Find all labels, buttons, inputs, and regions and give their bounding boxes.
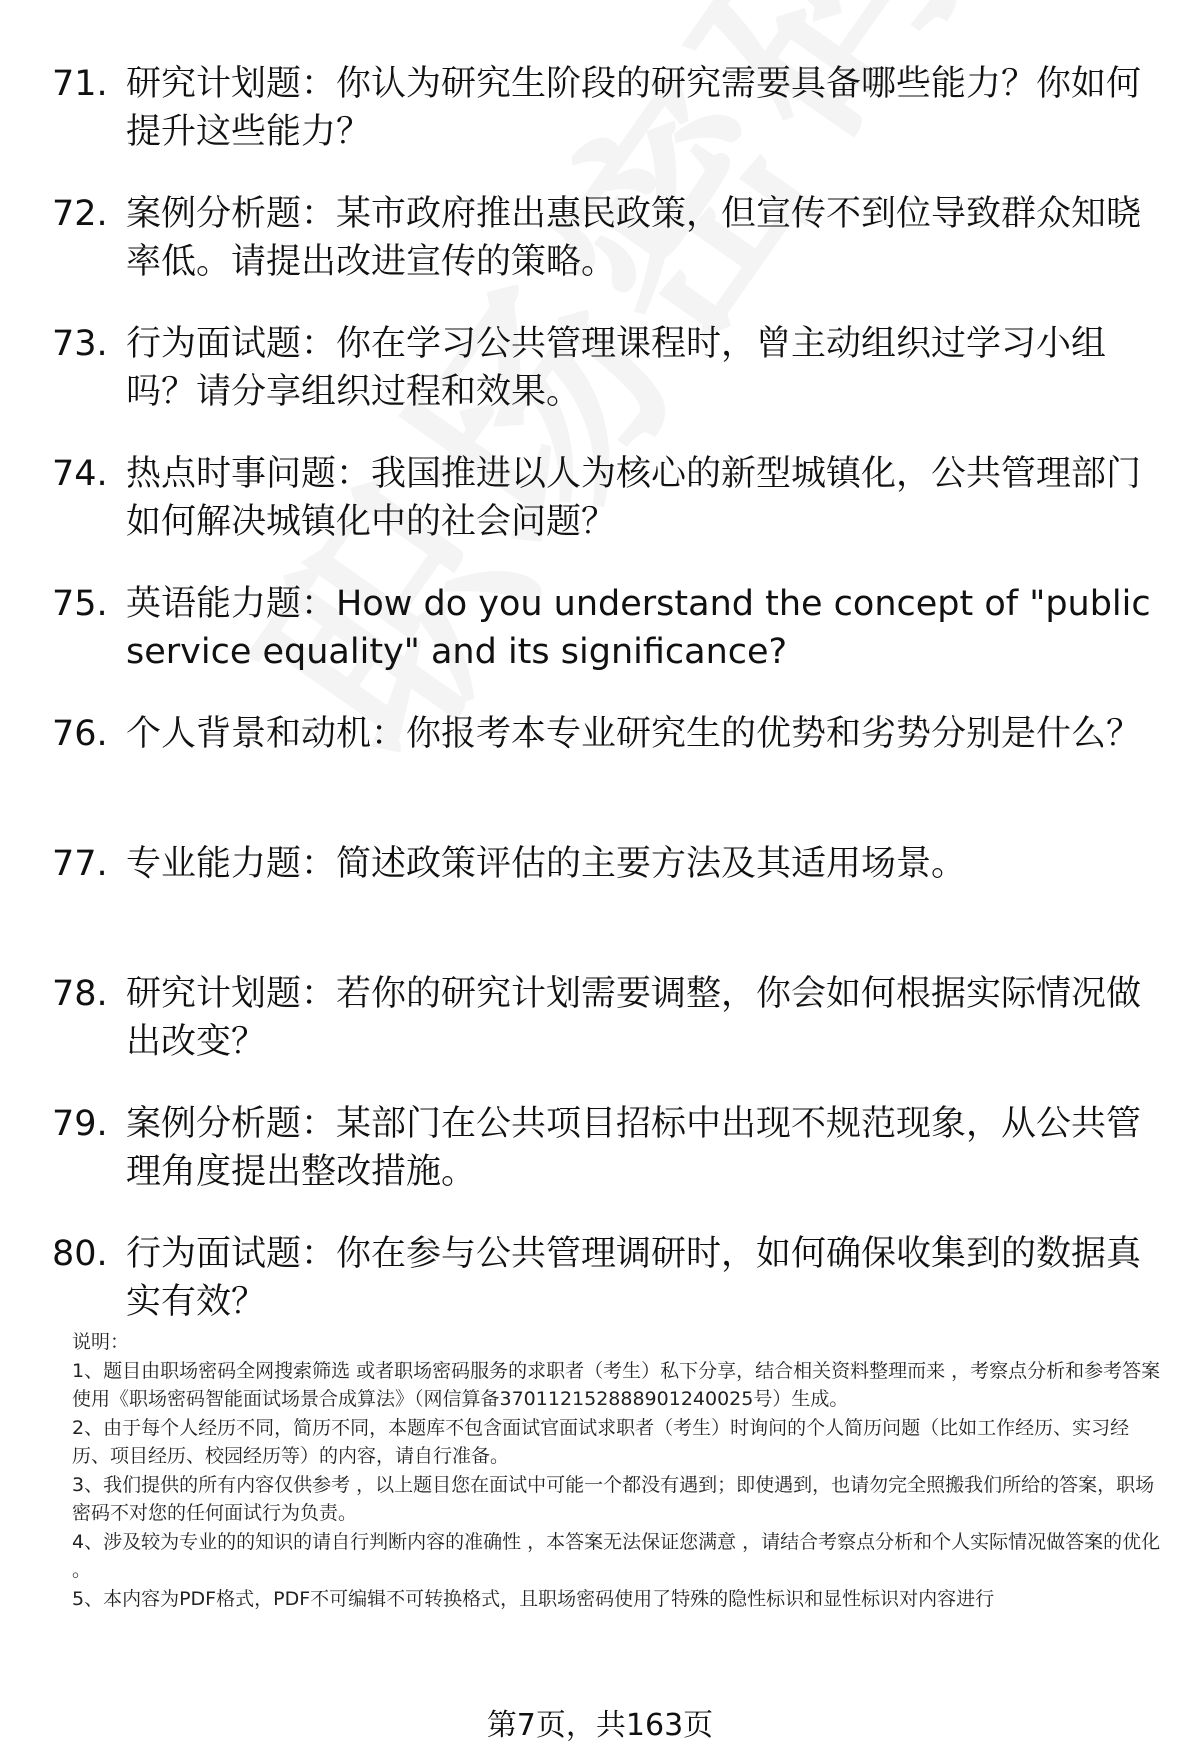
notes-title: 说明： [72,1331,130,1353]
question-text: 案例分析题：某市政府推出惠民政策，但宣传不到位导致群众知晓率低。请提出改进宣传的策略。 [126,194,1142,282]
note-item: 4、涉及较为专业的的知识的请自行判断内容的准确性 ，本答案无法保证您满意 ，请结合考察点分析和个人实际情况做答案的优化 。 [72,1530,1161,1581]
question-item [52,710,1162,840]
question-item [52,1100,1162,1230]
page-number: 第7页，共163页 [486,1708,714,1743]
question-number: 79. [52,1104,108,1144]
question-number: 72. [52,194,108,234]
question-text: 专业能力题：简述政策评估的主要方法及其适用场景。 [126,844,967,884]
question-item [52,840,1162,970]
question-text: 行为面试题：你在参与公共管理调研时，如何确保收集到的数据真实有效？ [126,1234,1142,1322]
question-text: 研究计划题：若你的研究计划需要调整，你会如何根据实际情况做出改变？ [126,974,1142,1062]
note-item: 3、我们提供的所有内容仅供参考 ，以上题目您在面试中可能一个都没有遇到；即使遇到，也请勿完全照搬我们所给的答案，职场密码不对您的任何面试行为负责。 [72,1473,1155,1524]
question-number: 74. [52,454,108,494]
question-number: 76. [52,714,108,754]
question-item [52,190,1162,320]
question-text: 热点时事问题：我国推进以人为核心的新型城镇化，公共管理部门如何解决城镇化中的社会问题？ [126,454,1142,542]
question-number: 80. [52,1234,108,1274]
question-number: 75. [52,584,108,624]
note-item: 2、由于每个人经历不同，简历不同，本题库不包含面试官面试求职者（考生）时询问的个人简历问题（比如工作经历、实习经历、项目经历、校园经历等）的内容，请自行准备。 [72,1416,1130,1467]
notes-section [72,1328,1162,1613]
question-text: 行为面试题：你在学习公共管理课程时，曾主动组织过学习小组吗？请分享组织过程和效果。 [126,324,1107,412]
question-item [52,60,1162,190]
question-text: 案例分析题：某部门在公共项目招标中出现不规范现象，从公共管理角度提出整改措施。 [126,1104,1142,1192]
question-text: 研究计划题：你认为研究生阶段的研究需要具备哪些能力？你如何提升这些能力？ [126,64,1142,152]
question-item [52,580,1162,710]
question-item [52,320,1162,450]
question-number: 71. [52,64,108,104]
question-item [52,970,1162,1100]
question-text: 个人背景和动机：你报考本专业研究生的优势和劣势分别是什么？ [126,714,1142,754]
note-item: 1、题目由职场密码全网搜索筛选 或者职场密码服务的求职者（考生）私下分享，结合相关资料整理而来 ，考察点分析和参考答案使用《职场密码智能面试场景合成算法》（网信算备370112152888901240025号）生成。 [72,1359,1161,1410]
question-number: 77. [52,844,108,884]
question-number: 73. [52,324,108,364]
question-text: 英语能力题：How do you understand the concept of "public service equality" and its significance? [126,584,1151,672]
question-item [52,450,1162,580]
note-item: 5、本内容为PDF格式，PDF不可编辑不可转换格式，且职场密码使用了特殊的隐性标识和显性标识对内容进行 [72,1587,995,1610]
question-list [52,60,1162,1360]
question-number: 78. [52,974,108,1014]
